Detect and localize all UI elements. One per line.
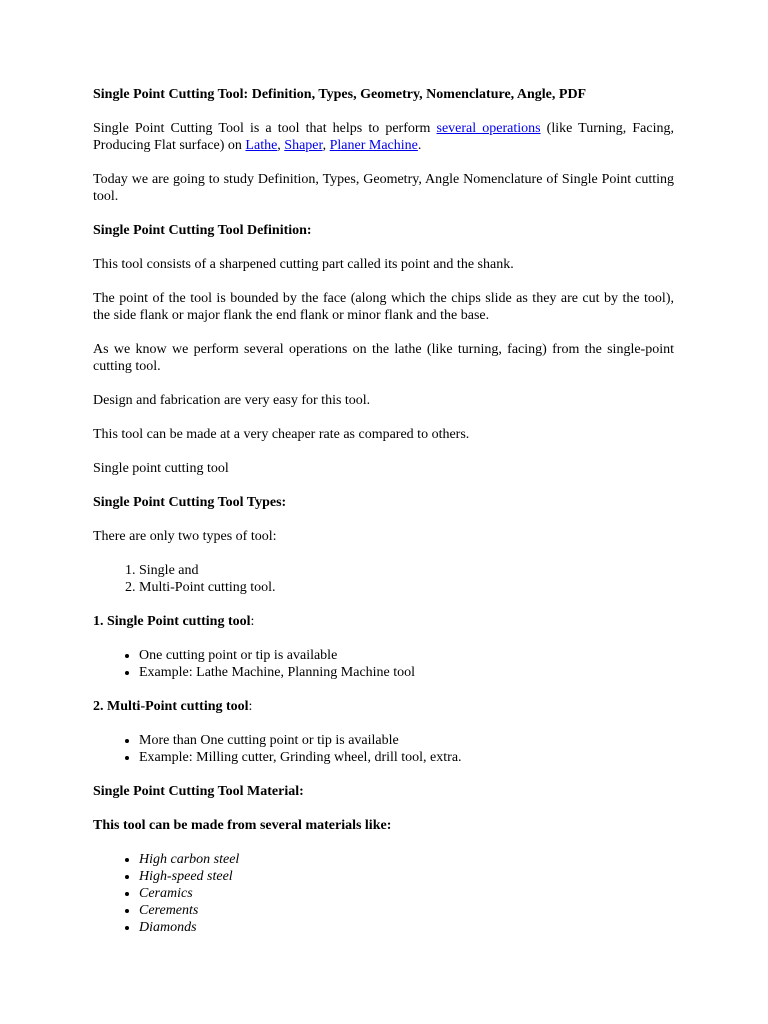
single-point-heading (93, 613, 674, 630)
definition-paragraph-6: Single point cutting tool (93, 461, 229, 476)
today-paragraph: Today we are going to study Definition, Types, Geometry, Angle Nomenclature of Single Point cutting tool. (93, 172, 674, 204)
material-list (93, 851, 674, 936)
list-item: • Example: Milling cutter, Grinding wheel, drill tool, extra. (139, 749, 674, 766)
types-list (93, 562, 674, 596)
intro-text: Single Point Cutting Tool is a tool that helps to perform (93, 121, 437, 136)
list-item: • High carbon steel (139, 851, 674, 868)
multi-point-list (93, 732, 674, 766)
period: . (417, 138, 422, 153)
types-heading: Single Point Cutting Tool Types: (93, 495, 287, 510)
document-body (93, 86, 674, 953)
list-item: • High-speed steel (139, 868, 674, 885)
definition-paragraph-2: The point of the tool is bounded by the face (along which the chips slide as they are cut by the tool), the side flank or major flank the end flank or minor flank and the base. (93, 291, 674, 323)
multi-point-heading (93, 698, 674, 715)
material-subheading: This tool can be made from several materials like: (93, 818, 392, 833)
types-intro: There are only two types of tool: (93, 529, 277, 544)
list-item: 2. Multi-Point cutting tool. (139, 579, 674, 596)
link-planer-machine[interactable]: Planer Machine (329, 138, 418, 153)
definition-paragraph-1: This tool consists of a sharpened cutting part called its point and the shank. (93, 257, 514, 272)
single-point-heading-text: 1. Single Point cutting tool (93, 614, 251, 629)
list-item: • Example: Lathe Machine, Planning Machine tool (139, 664, 674, 681)
link-several-operations[interactable]: several operations (436, 121, 541, 136)
colon: : (250, 614, 255, 629)
intro-text: (like Turning, Facing, Producing Flat surface) on (93, 121, 674, 153)
link-lathe[interactable]: Lathe (245, 138, 278, 153)
page-title: Single Point Cutting Tool: Definition, Types, Geometry, Nomenclature, Angle, PDF (93, 87, 587, 102)
separator: , (277, 138, 285, 153)
list-item: • Ceramics (139, 885, 674, 902)
list-item: • Diamonds (139, 919, 674, 936)
definition-heading: Single Point Cutting Tool Definition: (93, 223, 312, 238)
list-item: • Cerements (139, 902, 674, 919)
list-item: • One cutting point or tip is available (139, 647, 674, 664)
separator: , (322, 138, 330, 153)
definition-paragraph-3: As we know we perform several operations on the lathe (like turning, facing) from the single-point cutting tool. (93, 342, 674, 374)
link-shaper[interactable]: Shaper (284, 138, 323, 153)
list-item: • More than One cutting point or tip is available (139, 732, 674, 749)
definition-paragraph-5: This tool can be made at a very cheaper rate as compared to others. (93, 427, 470, 442)
list-item: 1. Single and (139, 562, 674, 579)
intro-paragraph (93, 120, 674, 154)
single-point-list (93, 647, 674, 681)
material-heading: Single Point Cutting Tool Material: (93, 784, 304, 799)
colon: : (248, 699, 253, 714)
definition-paragraph-4: Design and fabrication are very easy for this tool. (93, 393, 371, 408)
multi-point-heading-text: 2. Multi-Point cutting tool (93, 699, 249, 714)
